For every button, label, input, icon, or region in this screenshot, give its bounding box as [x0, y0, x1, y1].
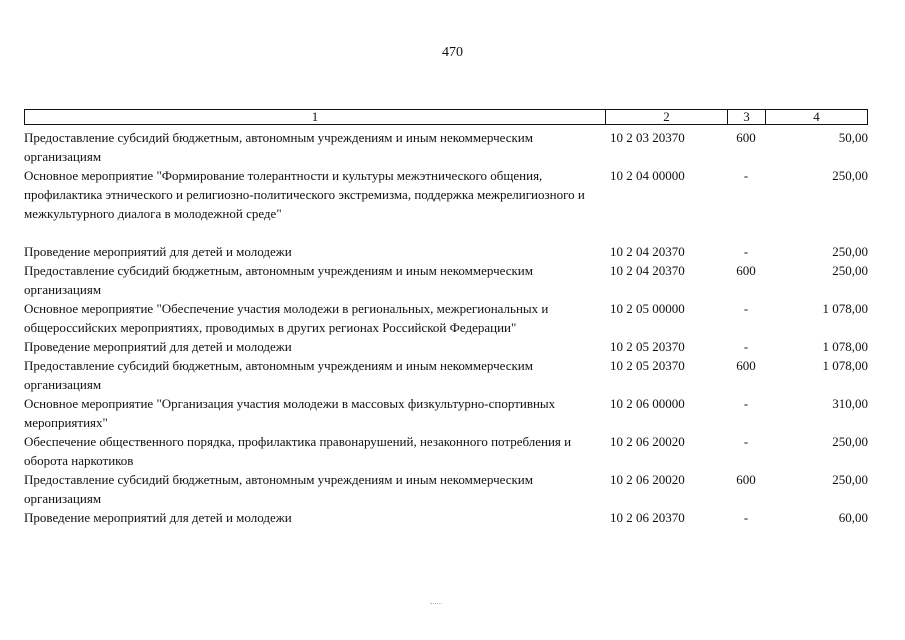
table-row: [24, 470, 868, 508]
row-type: -: [743, 168, 749, 183]
table-row: [24, 337, 868, 356]
table-row: [24, 128, 868, 166]
table-row: [24, 508, 868, 527]
row-sum: 310,00: [832, 396, 868, 411]
row-sum: 1 078,00: [822, 301, 868, 316]
row-type: -: [743, 339, 749, 354]
page-number: 470: [442, 45, 463, 60]
row-name: Проведение мероприятий для детей и молодежи: [24, 244, 292, 259]
row-sum: 1 078,00: [822, 339, 868, 354]
row-code: 10 2 05 00000: [610, 301, 685, 316]
table-row: [24, 299, 868, 337]
row-code: 10 2 06 20020: [610, 472, 685, 487]
row-code: 10 2 06 20020: [610, 434, 685, 449]
header-cell-4: 4: [813, 109, 820, 124]
row-name: Проведение мероприятий для детей и молодежи: [24, 510, 292, 525]
row-type: 600: [736, 358, 756, 373]
row-sum: 50,00: [838, 130, 868, 145]
row-type: -: [743, 434, 749, 449]
row-name: Основное мероприятие "Формирование толерантности и культуры межэтнического общения, профилактика этнического и религиозно-политического экстремизма, поддержка межрелигиозного и межкультурного диалога в молодежной среде": [24, 168, 585, 221]
row-type: -: [743, 301, 749, 316]
header-cell-1: 1: [25, 110, 606, 124]
table-row: [24, 394, 868, 432]
row-name: Обеспечение общественного порядка, профилактика правонарушений, незаконного потребления и оборота наркотиков: [24, 434, 572, 468]
row-sum: 60,00: [838, 510, 868, 525]
row-type: -: [743, 244, 749, 259]
header-cell-2: 2: [606, 110, 728, 124]
row-code: 10 2 03 20370: [610, 130, 685, 145]
row-name: Предоставление субсидий бюджетным, автономным учреждениям и иным некоммерческим организациям: [24, 358, 533, 392]
row-code: 10 2 04 00000: [610, 168, 685, 183]
row-sum: 250,00: [832, 263, 868, 278]
row-sum: 250,00: [832, 244, 868, 259]
row-sum: 1 078,00: [822, 358, 868, 373]
row-sum: 250,00: [832, 168, 868, 183]
row-type: 600: [736, 263, 756, 278]
table-body: [24, 128, 868, 527]
table-row: [24, 242, 868, 261]
row-code: 10 2 04 20370: [610, 244, 685, 259]
row-name: Основное мероприятие "Обеспечение участия молодежи в региональных, межрегиональных и общероссийских мероприятиях, проводимых в других регионах Российской Федерации": [24, 301, 549, 335]
row-code: 10 2 05 20370: [610, 358, 685, 373]
row-sum: 250,00: [832, 434, 868, 449]
row-name: Основное мероприятие "Организация участия молодежи в массовых физкультурно-спортивных мероприятиях": [24, 396, 556, 430]
table-header: [24, 109, 868, 125]
row-type: 600: [736, 472, 756, 487]
row-sum: 250,00: [832, 472, 868, 487]
row-name: Предоставление субсидий бюджетным, автономным учреждениям и иным некоммерческим организациям: [24, 263, 533, 297]
row-code: 10 2 06 20370: [610, 510, 685, 525]
row-name: Проведение мероприятий для детей и молодежи: [24, 339, 292, 354]
row-name: Предоставление субсидий бюджетным, автономным учреждениям и иным некоммерческим организациям: [24, 130, 533, 164]
row-code: 10 2 06 00000: [610, 396, 685, 411]
table-row: [24, 432, 868, 470]
table-row: [24, 356, 868, 394]
header-cell-3: 3: [728, 110, 766, 124]
row-type: -: [743, 396, 749, 411]
row-name: Предоставление субсидий бюджетным, автономным учреждениям и иным некоммерческим организациям: [24, 472, 533, 506]
table-row: [24, 166, 868, 223]
scan-artifact: [430, 603, 442, 606]
row-type: 600: [736, 130, 756, 145]
row-code: 10 2 04 20370: [610, 263, 685, 278]
row-type: -: [743, 510, 749, 525]
table-row: [24, 261, 868, 299]
row-code: 10 2 05 20370: [610, 339, 685, 354]
